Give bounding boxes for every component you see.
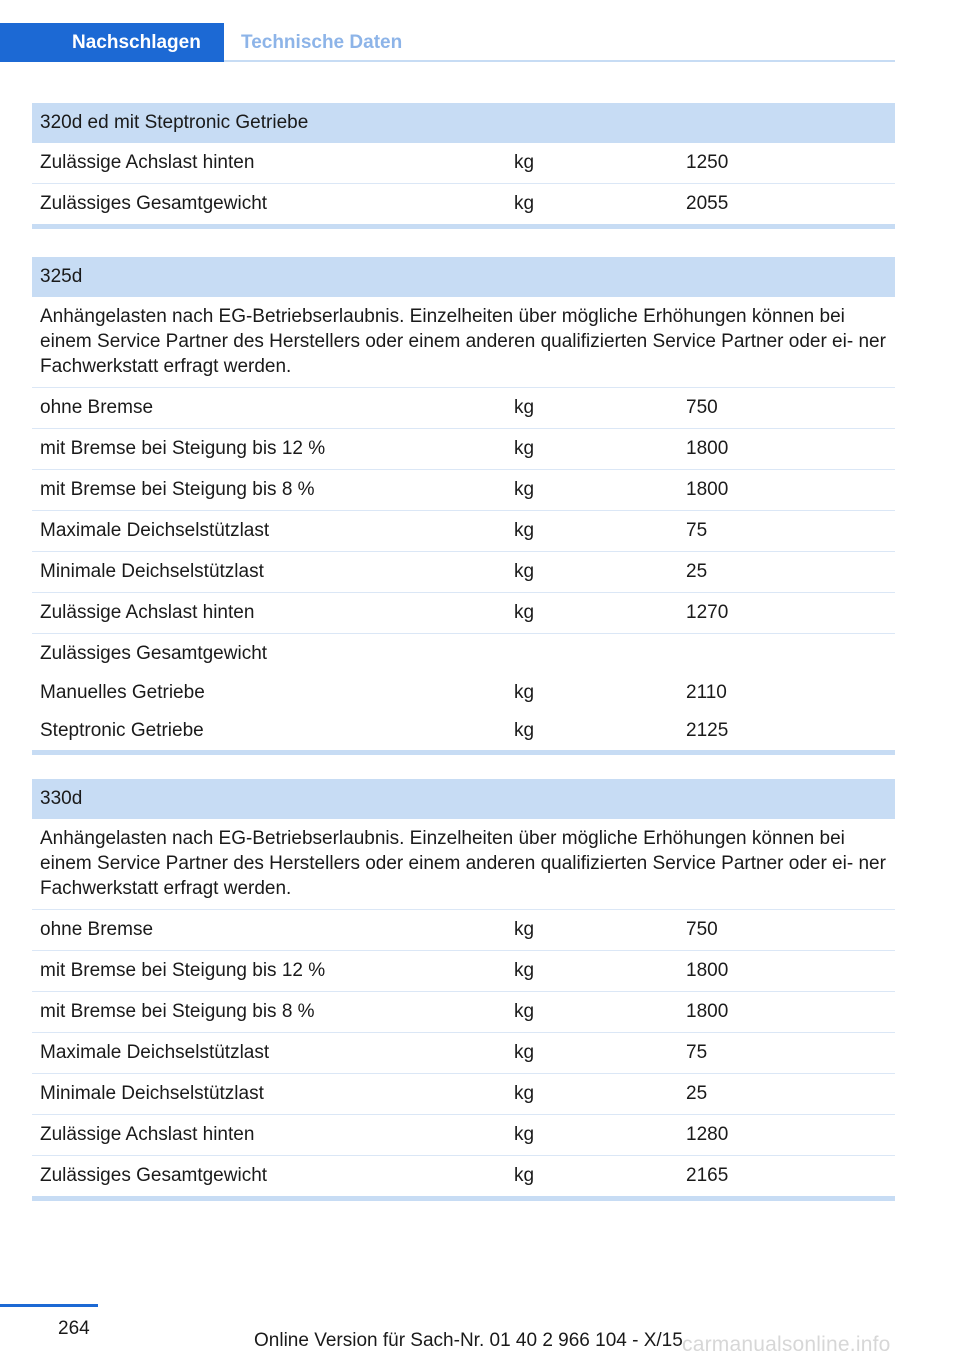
row-value: 75 <box>686 520 708 541</box>
table-row <box>32 184 895 224</box>
row-unit: kg <box>514 152 535 173</box>
row-unit: kg <box>514 919 535 940</box>
row-label: Steptronic Getriebe <box>40 720 204 741</box>
table-row <box>32 910 895 951</box>
row-value: 1800 <box>686 479 729 500</box>
table-row <box>32 511 895 552</box>
row-unit: kg <box>514 720 535 741</box>
row-unit: kg <box>514 1042 535 1063</box>
row-label: Zulässige Achslast hinten <box>40 152 255 173</box>
row-value: 750 <box>686 397 718 418</box>
row-value: 1280 <box>686 1124 729 1145</box>
row-unit: kg <box>514 602 535 623</box>
row-label: Maximale Deichselstützlast <box>40 1042 270 1063</box>
table-325d <box>32 257 895 755</box>
row-unit: kg <box>514 479 535 500</box>
row-unit: kg <box>514 1001 535 1022</box>
row-label: ohne Bremse <box>40 919 154 940</box>
tab-technische-daten[interactable]: Technische Daten <box>241 32 403 53</box>
table-row <box>32 552 895 593</box>
row-value: 1250 <box>686 152 729 173</box>
row-value: 1800 <box>686 1001 729 1022</box>
table-row <box>32 951 895 992</box>
row-label: Zulässiges Gesamtgewicht <box>40 1165 268 1186</box>
table-330d <box>32 779 895 1201</box>
header-divider <box>224 60 895 62</box>
table-row <box>32 634 895 674</box>
row-unit: kg <box>514 397 535 418</box>
row-value: 2165 <box>686 1165 729 1186</box>
table-row <box>32 143 895 184</box>
section-end-rule <box>32 1196 895 1201</box>
row-value: 25 <box>686 561 708 582</box>
section-end-rule <box>32 750 895 755</box>
row-label: Maximale Deichselstützlast <box>40 520 270 541</box>
row-value: 75 <box>686 1042 708 1063</box>
row-label: ohne Bremse <box>40 397 154 418</box>
row-unit: kg <box>514 193 535 214</box>
row-label: Manuelles Getriebe <box>40 682 205 703</box>
row-label: Zulässige Achslast hinten <box>40 602 255 623</box>
row-label: Zulässiges Gesamtgewicht <box>40 643 268 664</box>
row-value: 2055 <box>686 193 729 214</box>
row-value: 25 <box>686 1083 708 1104</box>
row-value: 2125 <box>686 720 729 741</box>
row-value: 2110 <box>686 682 727 703</box>
row-unit: kg <box>514 520 535 541</box>
table-row <box>32 1115 895 1156</box>
table-row <box>32 674 895 712</box>
page-number: 264 <box>58 1318 90 1339</box>
row-label: Zulässige Achslast hinten <box>40 1124 255 1145</box>
table-row <box>32 1074 895 1115</box>
row-unit: kg <box>514 438 535 459</box>
row-label: Zulässiges Gesamtgewicht <box>40 193 268 214</box>
section-note: Anhängelasten nach EG-Betriebserlaubnis. Einzelheiten über mögliche Erhöhungen können bei einem Service Partner des Herstellers oder einem anderen qualifizierten Service Partner oder ei‐ ner Fachwerkstatt erfragt werden. <box>32 819 895 910</box>
table-row <box>32 1156 895 1196</box>
row-unit: kg <box>514 960 535 981</box>
footer-rule <box>0 1304 98 1307</box>
section-title: 325d <box>32 257 895 297</box>
table-320d-ed <box>32 103 895 229</box>
section-end-rule <box>32 224 895 229</box>
online-version-text: Online Version für Sach-Nr. 01 40 2 966 104 - X/15 <box>254 1330 683 1351</box>
row-label: Minimale Deichselstützlast <box>40 561 264 582</box>
row-unit: kg <box>514 682 535 703</box>
table-row <box>32 1033 895 1074</box>
section-title: 330d <box>32 779 895 819</box>
row-unit: kg <box>514 1124 535 1145</box>
table-row <box>32 429 895 470</box>
row-unit: kg <box>514 1083 535 1104</box>
table-row <box>32 712 895 750</box>
table-row <box>32 992 895 1033</box>
watermark: carmanualsonline.info <box>682 1333 891 1356</box>
table-row <box>32 593 895 634</box>
row-value: 1800 <box>686 960 729 981</box>
tab-nachschlagen[interactable]: Nachschlagen <box>0 23 224 62</box>
row-label: mit Bremse bei Steigung bis 12 % <box>40 438 326 459</box>
row-unit: kg <box>514 1165 535 1186</box>
row-value: 1800 <box>686 438 729 459</box>
row-value: 750 <box>686 919 718 940</box>
row-label: mit Bremse bei Steigung bis 12 % <box>40 960 326 981</box>
row-label: mit Bremse bei Steigung bis 8 % <box>40 1001 315 1022</box>
row-label: Minimale Deichselstützlast <box>40 1083 264 1104</box>
row-label: mit Bremse bei Steigung bis 8 % <box>40 479 315 500</box>
table-row <box>32 388 895 429</box>
row-unit: kg <box>514 561 535 582</box>
table-row <box>32 470 895 511</box>
section-note: Anhängelasten nach EG-Betriebserlaubnis. Einzelheiten über mögliche Erhöhungen können bei einem Service Partner des Herstellers oder einem anderen qualifizierten Service Partner oder ei‐ ner Fachwerkstatt erfragt werden. <box>32 297 895 388</box>
section-title: 320d ed mit Steptronic Getriebe <box>32 103 895 143</box>
row-value: 1270 <box>686 602 729 623</box>
